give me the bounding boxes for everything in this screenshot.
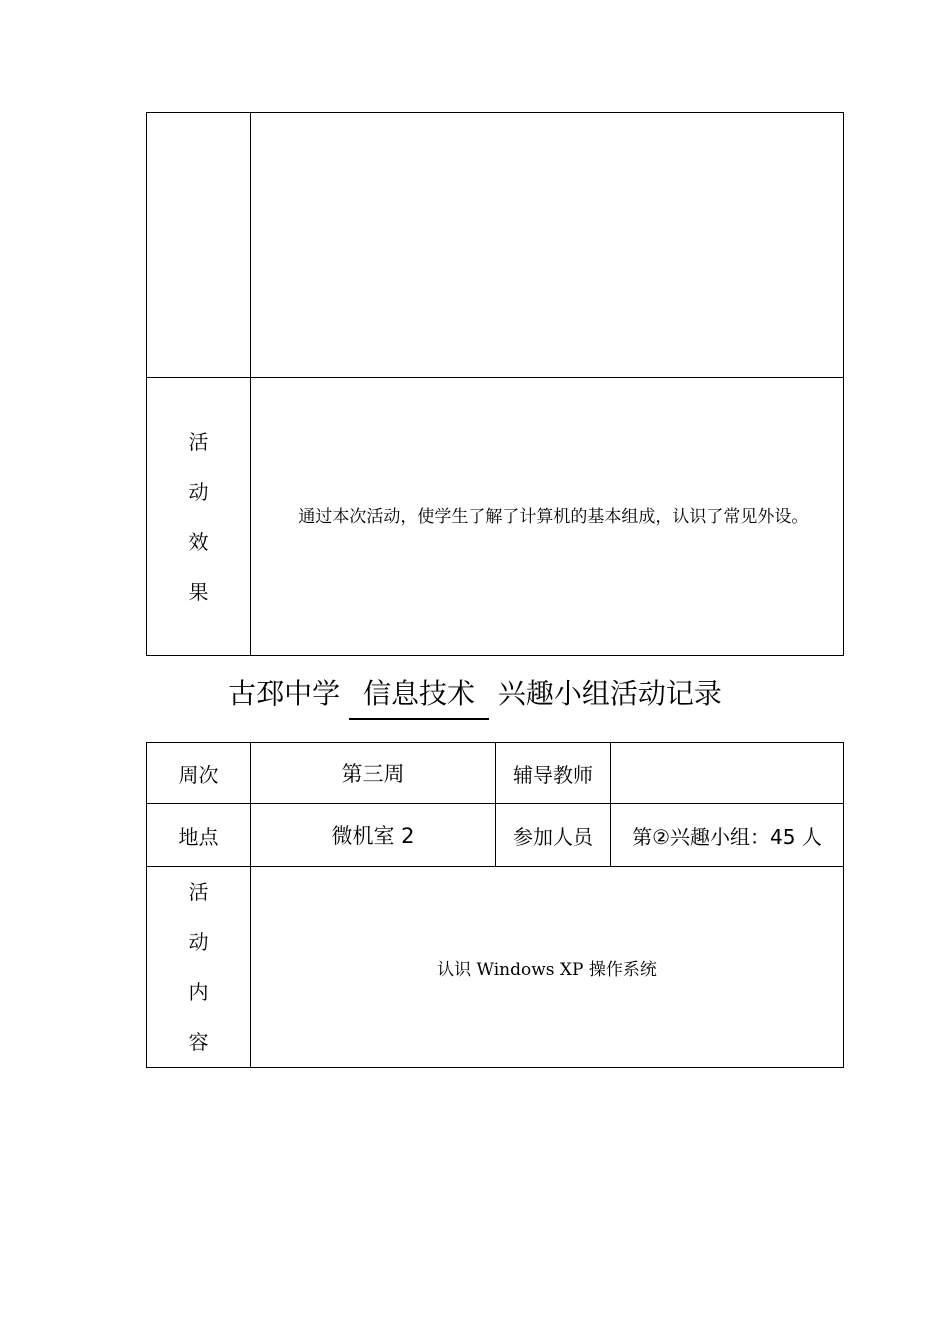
effect-content-cell <box>251 378 844 656</box>
teacher-value <box>611 743 844 804</box>
participants-value: 第②兴趣小组：45 人 <box>611 804 844 867</box>
week-label: 周次 <box>147 743 251 804</box>
page-title <box>0 672 950 720</box>
location-value: 微机室 2 <box>251 804 496 867</box>
effect-label: 活 动 效 果 <box>147 378 251 656</box>
blank-label-cell <box>147 113 251 378</box>
subject-name: 信息技术 <box>349 672 489 720</box>
previous-record-table <box>146 112 844 656</box>
blank-content-cell <box>251 113 844 378</box>
activity-record-table <box>146 742 844 1068</box>
participants-label: 参加人员 <box>496 804 611 867</box>
week-value: 第三周 <box>251 743 496 804</box>
school-name: 古邳中学 <box>228 677 341 710</box>
location-label: 地点 <box>147 804 251 867</box>
content-label: 活 动 内 容 <box>147 867 251 1068</box>
title-suffix: 兴趣小组活动记录 <box>497 677 722 710</box>
effect-text: 通过本次活动，使学生了解了计算机的基本组成，认识了常见外设。 <box>298 506 809 527</box>
content-text: 认识 Windows XP 操作系统 <box>251 867 844 1068</box>
teacher-label: 辅导教师 <box>496 743 611 804</box>
